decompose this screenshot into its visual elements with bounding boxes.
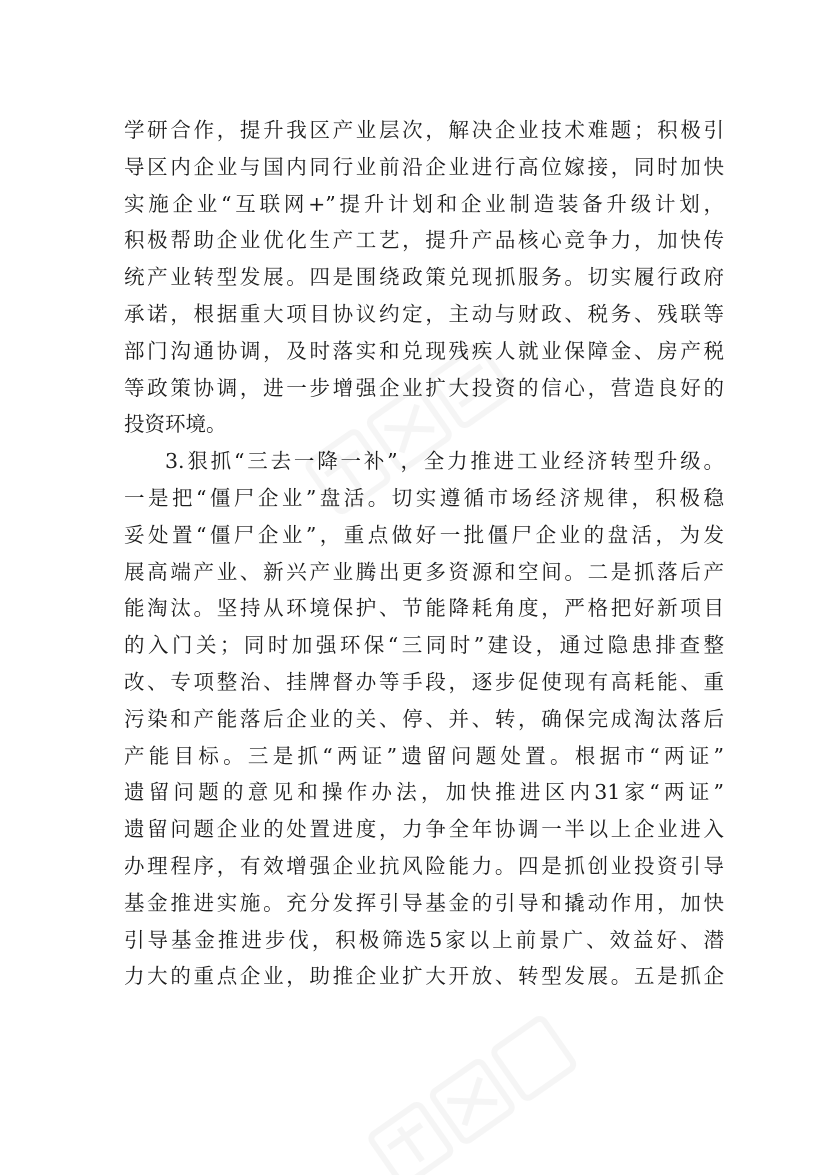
text-line: 承诺，根据重大项目协议约定，主动与财政、税务、残联等 xyxy=(124,301,724,326)
text-line: 产能目标。三是抓“两证”遗留问题处置。根据市“两证” xyxy=(124,743,724,768)
body-text xyxy=(124,112,724,995)
text-line: 能淘汰。坚持从环境保护、节能降耗角度，严格把好新项目 xyxy=(124,596,724,621)
text-line: 污染和产能落后企业的关、停、并、转，确保完成淘汰落后 xyxy=(124,706,724,731)
text-line: 基金推进实施。充分发挥引导基金的引导和撬动作用，加快 xyxy=(124,890,724,915)
paragraph-heading-line: 3.狠抓“三去一降一补”，全力推进工业经济转型升级。 xyxy=(165,449,724,474)
text-line: 的入门关；同时加强环保“三同时”建设，通过隐患排查整 xyxy=(124,633,724,658)
text-line: 遗留问题企业的处置进度，力争全年协调一半以上企业进入 xyxy=(124,817,724,842)
text-line: 一是把“僵尸企业”盘活。切实遵循市场经济规律，积极稳 xyxy=(124,485,724,510)
text-line: 力大的重点企业，助推企业扩大开放、转型发展。五是抓企 xyxy=(124,964,724,989)
text-line: 部门沟通协调，及时落实和兑现残疾人就业保障金、房产税 xyxy=(124,338,724,363)
text-line: 积极帮助企业优化生产工艺，提升产品核心竞争力，加快传 xyxy=(124,228,724,253)
text-line: 妥处置“僵尸企业”，重点做好一批僵尸企业的盘活，为发 xyxy=(124,522,724,547)
text-line: 投资环境。 xyxy=(124,412,227,437)
text-line: 引导基金推进步伐，积极筛选5家以上前景广、效益好、潜 xyxy=(124,927,724,952)
text-line: 导区内企业与国内同行业前沿企业进行高位嫁接，同时加快 xyxy=(124,154,724,179)
text-line: 学研合作，提升我区产业层次，解决企业技术难题；积极引 xyxy=(124,118,724,142)
text-line: 统产业转型发展。四是围绕政策兑现抓服务。切实履行政府 xyxy=(124,265,724,290)
text-line: 等政策协调，进一步增强企业扩大投资的信心，营造良好的 xyxy=(124,375,724,400)
text-line: 实施企业“互联网+”提升计划和企业制造装备升级计划， xyxy=(124,191,724,216)
text-line: 展高端产业、新兴产业腾出更多资源和空间。二是抓落后产 xyxy=(124,559,724,584)
text-line: 办理程序，有效增强企业抗风险能力。四是抓创业投资引导 xyxy=(124,853,724,878)
text-line: 遗留问题的意见和操作办法，加快推进区内31家“两证” xyxy=(124,780,724,805)
text-line: 改、专项整治、挂牌督办等手段，逐步促使现有高耗能、重 xyxy=(124,669,724,694)
